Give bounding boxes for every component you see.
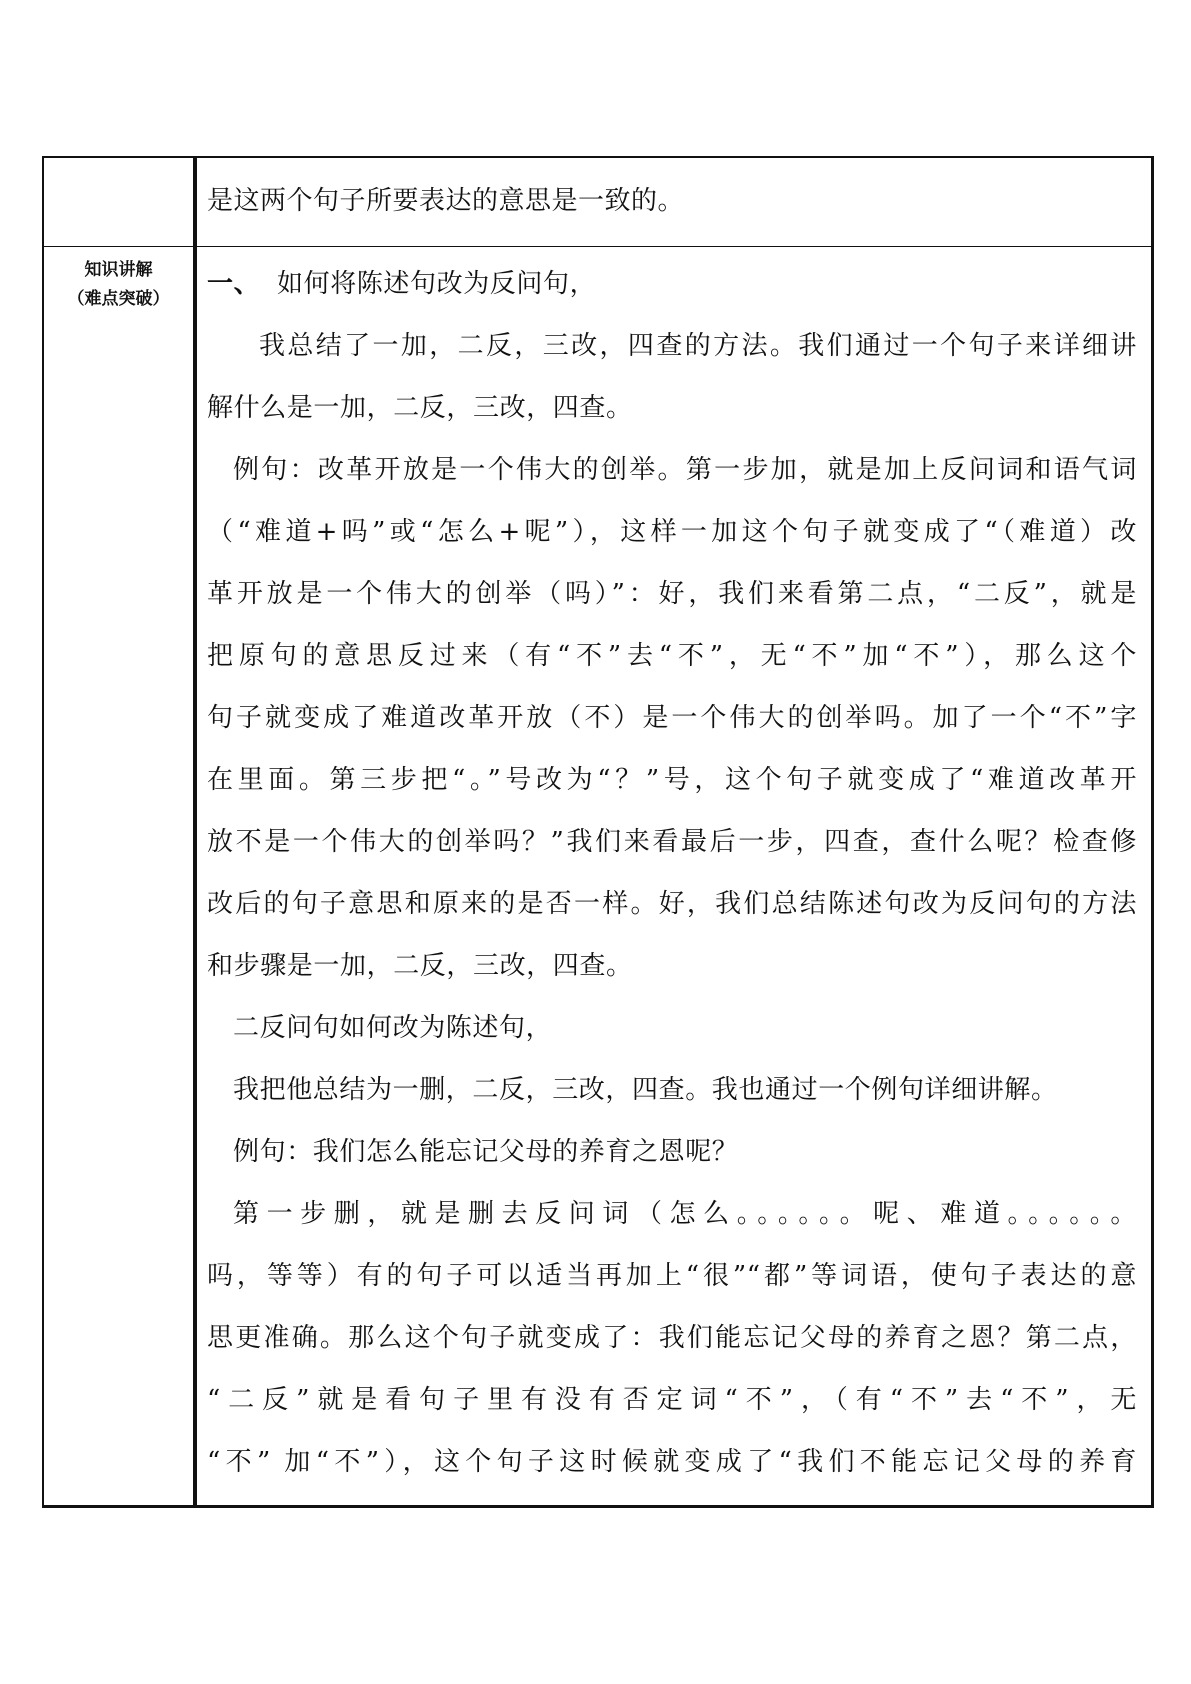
body-line: “二反”就是看句子里有没有否定词“不”，（有“不”去“不”，无 <box>207 1385 1137 1415</box>
section-body <box>193 253 1137 1493</box>
body-line: 我总结了一加，二反，三改，四查的方法。我们通过一个句子来详细讲 <box>259 331 1137 361</box>
body-line: 解什么是一加，二反，三改，四查。 <box>207 393 633 423</box>
row-divider <box>44 246 1151 247</box>
heading-number: 一、 <box>207 269 261 299</box>
section-label-subtitle: （难点突破） <box>67 289 170 309</box>
body-line: 例句：改革开放是一个伟大的创举。第一步加，就是加上反问词和语气词 <box>233 455 1137 485</box>
body-line: 放不是一个伟大的创举吗？”我们来看最后一步，四查，查什么呢？检查修 <box>207 827 1137 857</box>
section-label <box>44 256 193 314</box>
body-line: “不” 加“不”），这个句子这时候就变成了“我们不能忘记父母的养育 <box>207 1447 1137 1477</box>
body-line: 革开放是一个伟大的创举（吗）”：好，我们来看第二点，“二反”，就是 <box>207 579 1137 609</box>
body-line: 吗，等等）有的句子可以适当再加上“很”“都”等词语，使句子表达的意 <box>207 1261 1137 1291</box>
body-line: 第一步删，就是删去反问词（怎么。。。。。。呢、难道。。。。。。 <box>233 1199 1137 1229</box>
body-line: 改后的句子意思和原来的是否一样。好，我们总结陈述句改为反问句的方法 <box>207 889 1137 919</box>
section-heading <box>207 253 1137 315</box>
subheading-line: 二反问句如何改为陈述句， <box>233 1013 553 1043</box>
section-label-title: 知识讲解 <box>84 260 153 280</box>
body-line: 把原句的意思反过来（有“不”去“不”，无“不”加“不”），那么这个 <box>207 641 1137 671</box>
lesson-table <box>42 156 1154 1508</box>
body-line: 思更准确。那么这个句子就变成了：我们能忘记父母的养育之恩？第二点， <box>207 1323 1137 1353</box>
body-line: 在里面。第三步把“。”号改为“？”号，这个句子就变成了“难道改革开 <box>207 765 1137 795</box>
row1-content: 是这两个句子所要表达的意思是一致的。 <box>207 186 685 216</box>
body-line: （“难道+吗”或“怎么+呢”），这样一加这个句子就变成了“（难道）改 <box>207 517 1137 547</box>
body-line: 我把他总结为一删，二反，三改，四查。我也通过一个例句详细讲解。 <box>233 1075 1058 1105</box>
body-line: 句子就变成了难道改革开放（不）是一个伟大的创举吗。加了一个“不”字 <box>207 703 1137 733</box>
body-line: 例句：我们怎么能忘记父母的养育之恩呢？ <box>233 1137 739 1167</box>
heading-text: 如何将陈述句改为反问句， <box>277 269 597 299</box>
body-line: 和步骤是一加，二反，三改，四查。 <box>207 951 633 981</box>
